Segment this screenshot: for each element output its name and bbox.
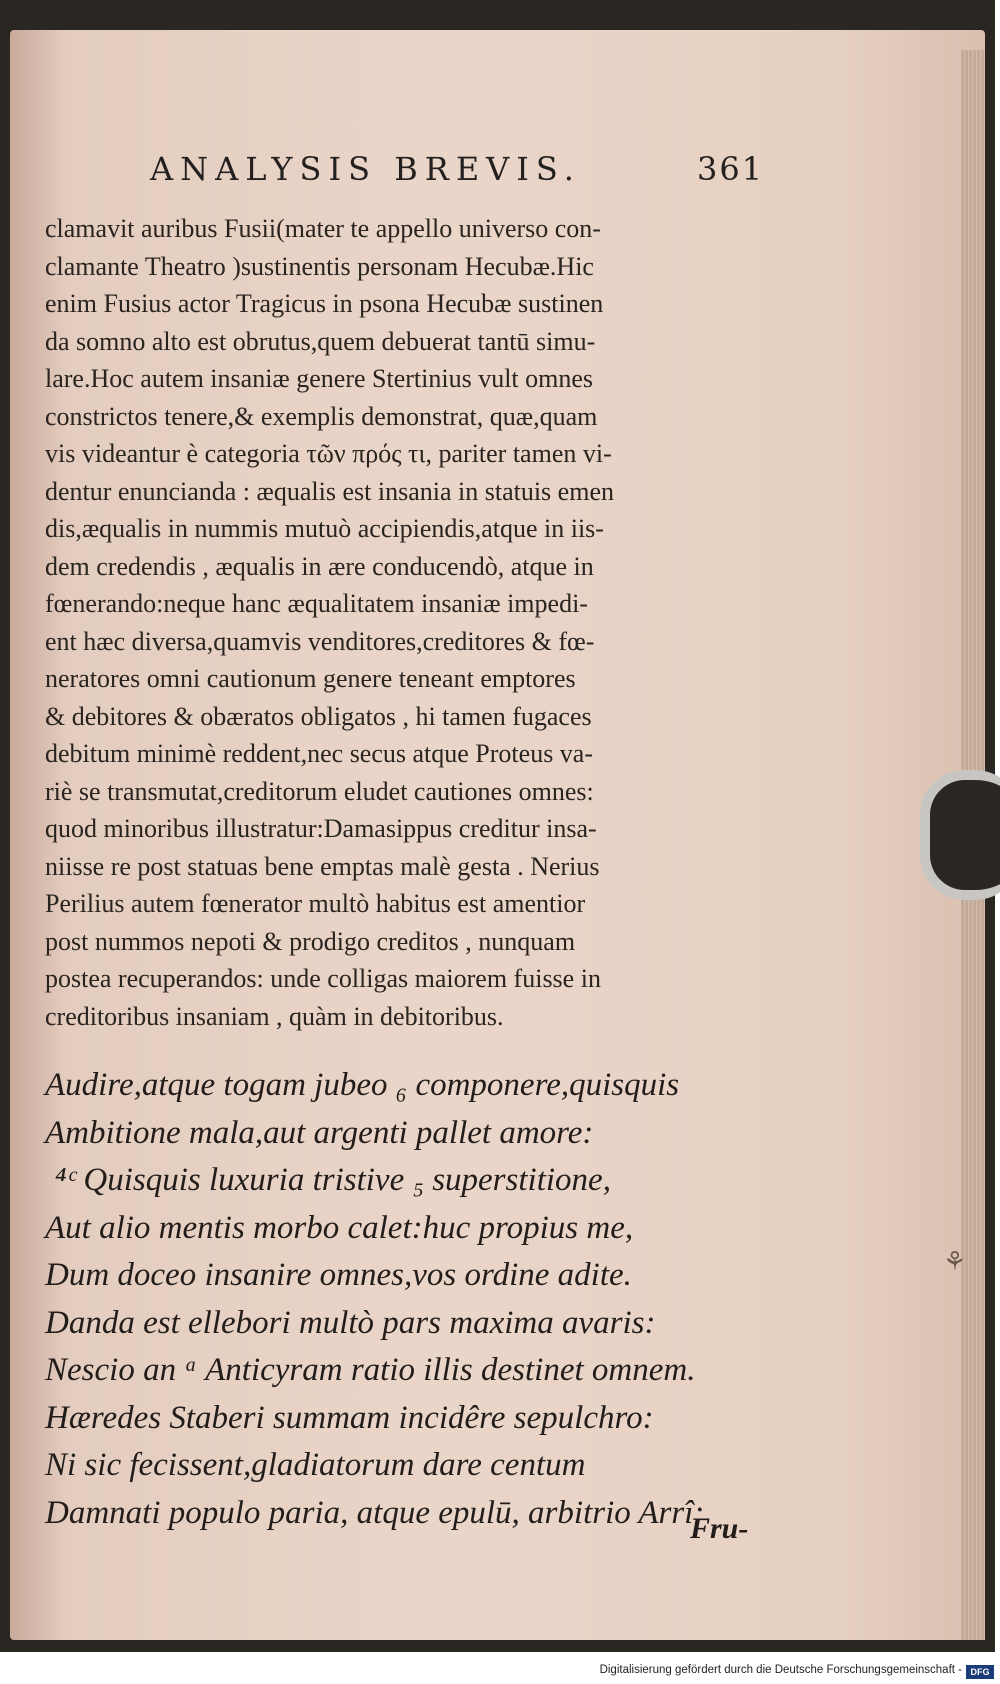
verse-line: Damnati populo paria, atque epulū, arbitrio Arrî: <box>45 1494 705 1531</box>
text-line: constrictos tenere,& exemplis demonstrat, quæ,quam <box>45 401 598 431</box>
commentary-text <box>45 210 765 1035</box>
verse-line: Ni sic fecissent,gladiatorum dare centum <box>45 1447 586 1483</box>
text-line: da somno alto est obrutus,quem debuerat tantū simu- <box>45 326 596 356</box>
text-line: ent hæc diversa,quamvis venditores,creditores & fœ- <box>45 626 595 656</box>
text-line: debitum minimè reddent,nec secus atque Proteus va- <box>45 739 594 768</box>
text-line: & debitores & obæratos obligatos , hi tamen fugaces <box>45 701 592 731</box>
verse-line: Ambitione mala,aut argenti pallet amore: <box>45 1114 594 1151</box>
text-line: vis videantur è categoria τῶν πρός τι, pariter tamen vi- <box>45 439 612 468</box>
funding-credit: Digitalisierung gefördert durch die Deutsche Forschungsgemeinschaft - <box>599 1664 962 1676</box>
verse-line: Dum doceo insanire omnes,vos ordine adite. <box>45 1257 632 1293</box>
text-line: dem credendis , æqualis in ære conducendò, atque in <box>45 551 594 581</box>
text-line: Perilius autem fœnerator multò habitus est amentior <box>45 889 586 918</box>
verse-line: Nescio an ᵃ Anticyram ratio illis destinet omnem. <box>45 1352 696 1388</box>
text-line: creditoribus insaniam , quàm in debitoribus. <box>45 1001 504 1031</box>
verse-line: Danda est ellebori multò pars maxima avaris: <box>45 1304 656 1341</box>
text-line: fœnerando:neque hanc æqualitatem insaniæ impedi- <box>45 589 588 618</box>
dfg-logo: DFG <box>966 1665 994 1679</box>
text-line: post nummos nepoti & prodigo creditos , nunquam <box>45 926 576 956</box>
book-clasp <box>920 770 1000 900</box>
page-number: 361 <box>697 150 765 188</box>
running-title: ANALYSIS BREVIS. <box>150 150 581 188</box>
catchword: Fru- <box>690 1512 749 1545</box>
digitization-footer <box>0 1662 1000 1684</box>
text-line: riè se transmutat,creditorum eludet cautiones omnes: <box>45 776 594 806</box>
text-line: niisse re post statuas bene emptas malè gesta . Nerius <box>45 851 600 881</box>
text-line: clamavit auribus Fusii(mater te appello universo con- <box>45 214 601 243</box>
margin-ornament-icon: ⚘ <box>943 1247 967 1277</box>
verse-block <box>45 1062 765 1537</box>
text-line: quod minoribus illustratur:Damasippus creditur insa- <box>45 814 597 843</box>
text-line: dis,æqualis in nummis mutuò accipiendis,atque in iis- <box>45 514 604 543</box>
text-line: lare.Hoc autem insaniæ genere Stertinius vult omnes <box>45 364 594 393</box>
text-line: postea recuperandos: unde colligas maiorem fuisse in <box>45 964 601 993</box>
text-line: clamante Theatro )sustinentis personam Hecubæ.Hic <box>45 251 594 281</box>
text-line: dentur enuncianda : æqualis est insania in statuis emen <box>45 476 614 506</box>
text-line: enim Fusius actor Tragicus in psona Hecubæ sustinen <box>45 289 604 318</box>
page-header <box>150 150 765 200</box>
text-line: neratores omni cautionum genere teneant emptores <box>45 664 576 693</box>
verse-line: Hæredes Staberi summam incidêre sepulchro: <box>45 1399 654 1436</box>
verse-line: Aut alio mentis morbo calet:huc propius me, <box>45 1209 634 1246</box>
verse-line: ⁴ᶜ Quisquis luxuria tristive ₅ superstitione, <box>55 1162 611 1198</box>
verse-line: Audire,atque togam jubeo ₆ componere,quisquis <box>45 1067 680 1103</box>
